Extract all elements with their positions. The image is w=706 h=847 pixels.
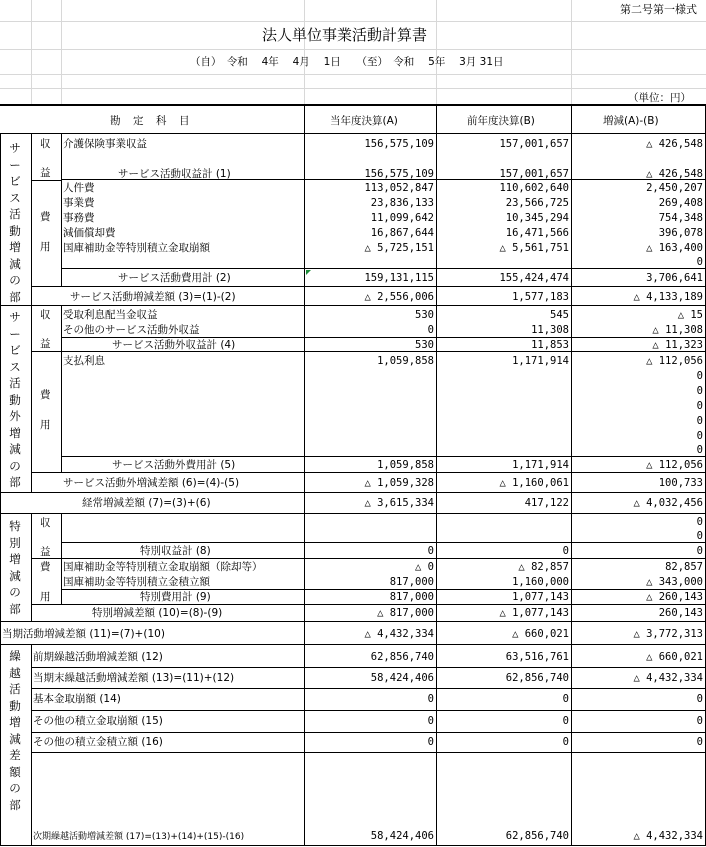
cell-diff: △ 4,133,189 [633, 291, 703, 303]
cell-current: 62,856,740 [370, 651, 434, 663]
row-label: 事業費 [63, 197, 95, 209]
label-income-1: 収 [40, 138, 51, 150]
cell-diff: △ 4,432,334 [633, 672, 703, 684]
cell-previous: 545 [550, 309, 569, 321]
cell-diff: △ 112,056 [646, 355, 703, 367]
cell-previous: 1,077,143 [512, 591, 569, 603]
cell-diff: 0 [696, 545, 703, 557]
cell-current: △ 3,615,334 [364, 497, 434, 509]
row-label: 経常増減差額 (7)=(3)+(6) [82, 497, 211, 509]
section-carry: 繰越活動増減差額の部 [9, 649, 21, 812]
cell-comment-marker [306, 270, 311, 275]
cell-diff: 269,408 [658, 197, 703, 209]
cell-previous: 157,001,657 [499, 138, 569, 150]
row-label: 次期繰越活動増減差額 (17)=(13)+(14)+(15)-(16) [33, 832, 245, 842]
cell-current: 11,099,642 [370, 212, 434, 224]
cell-current: 1,059,858 [377, 355, 434, 367]
row-label: 前期繰越活動増減差額 (12) [33, 651, 163, 663]
cell-previous: 23,566,725 [505, 197, 569, 209]
cell-current: 817,000 [389, 591, 434, 603]
label-income-3: 収 [40, 309, 51, 321]
row-label: 人件費 [63, 182, 95, 194]
cell-current: △ 4,432,334 [364, 628, 434, 640]
label-expense-5: 費 [40, 561, 51, 573]
cell-previous: △ 5,561,751 [499, 242, 569, 254]
cell-previous: 62,856,740 [505, 672, 569, 684]
cell-diff: 2,450,207 [646, 182, 703, 194]
cell-previous: 0 [562, 736, 569, 748]
row-label: サービス活動外増減差額 (6)=(4)-(5) [63, 477, 240, 489]
cell-current: △ 2,556,006 [364, 291, 434, 303]
cell-current: △ 817,000 [377, 607, 434, 619]
cell-diff: △ 112,056 [646, 459, 703, 471]
cell-current: △ 5,725,151 [364, 242, 434, 254]
row-label: 事務費 [63, 212, 95, 224]
row-label: サービス活動外収益計 (4) [112, 339, 236, 351]
cell-diff: 0 [696, 715, 703, 727]
row-label: 減価償却費 [63, 227, 116, 239]
cell-current: 113,052,847 [364, 182, 434, 194]
cell-current: 23,836,133 [370, 197, 434, 209]
cell-diff: △ 343,000 [646, 576, 703, 588]
section-special: 特別増減の部 [9, 519, 21, 616]
cell-current: 159,131,115 [364, 272, 434, 284]
label-income-6: 益 [40, 546, 51, 558]
cell-previous: 1,160,000 [512, 576, 569, 588]
form-number: 第二号第一様式 [620, 3, 697, 16]
cell-diff: 260,143 [658, 607, 703, 619]
row-label: 国庫補助金等特別積立金取崩額（除却等） [63, 561, 263, 573]
cell-current: 58,424,406 [370, 672, 434, 684]
document-title: 法人単位事業活動計算書 [262, 26, 428, 44]
unit-label: （単位：円） [628, 92, 691, 104]
label-expense-6: 用 [40, 591, 51, 603]
cell-diff: △ 11,308 [652, 324, 703, 336]
label-expense-2: 用 [40, 241, 51, 253]
cell-diff: 0 [696, 415, 703, 427]
cell-diff: 0 [696, 385, 703, 397]
cell-previous: 110,602,640 [499, 182, 569, 194]
cell-previous: 1,171,914 [512, 459, 569, 471]
cell-current: 817,000 [389, 576, 434, 588]
cell-current: 1,059,858 [377, 459, 434, 471]
cell-previous: 0 [562, 715, 569, 727]
header-previous: 前年度決算(B) [467, 115, 535, 127]
cell-diff: △ 426,548 [646, 168, 703, 180]
cell-diff: △ 3,772,313 [633, 628, 703, 640]
cell-current: 530 [415, 339, 434, 351]
section-nonservice: サービス活動外増減の部 [9, 310, 21, 489]
row-label: 当期末繰越活動増減差額 (13)=(11)+(12) [33, 672, 235, 684]
row-label: その他の積立金積立額 (16) [33, 736, 163, 748]
cell-diff: 0 [696, 256, 703, 268]
cell-current: △ 0 [415, 561, 434, 573]
label-income-2: 益 [40, 167, 51, 179]
cell-previous: 62,856,740 [505, 830, 569, 842]
cell-previous: 155,424,474 [499, 272, 569, 284]
row-label: サービス活動外費用計 (5) [112, 459, 236, 471]
cell-diff: 0 [696, 693, 703, 705]
cell-diff: △ 4,032,456 [633, 497, 703, 509]
row-label: サービス活動費用計 (2) [118, 272, 231, 284]
cell-diff: △ 426,548 [646, 138, 703, 150]
cell-previous: 417,122 [524, 497, 569, 509]
label-expense-1: 費 [40, 211, 51, 223]
cell-diff: 0 [696, 370, 703, 382]
row-label: 支払利息 [63, 355, 105, 367]
row-label: 国庫補助金等特別積立金積立額 [63, 576, 210, 588]
cell-previous: 11,853 [531, 339, 569, 351]
row-label: 当期活動増減差額 (11)=(7)+(10) [2, 628, 165, 640]
cell-diff: △ 4,432,334 [633, 830, 703, 842]
header-diff: 増減(A)-(B) [603, 115, 659, 127]
cell-previous: △ 660,021 [512, 628, 569, 640]
row-label: 特別増減差額 (10)=(8)-(9) [92, 607, 223, 619]
cell-current: △ 1,059,328 [364, 477, 434, 489]
cell-diff: △ 163,400 [646, 242, 703, 254]
cell-diff: 754,348 [658, 212, 703, 224]
period: （自） 令和 4年 4月 1日 （至） 令和 5年 3月 31日 [190, 56, 504, 68]
cell-previous: 1,577,183 [512, 291, 569, 303]
cell-diff: 82,857 [665, 561, 703, 573]
cell-diff: 0 [696, 736, 703, 748]
cell-diff: 100,733 [658, 477, 703, 489]
label-income-5: 収 [40, 517, 51, 529]
cell-diff: △ 11,323 [652, 339, 703, 351]
cell-previous: △ 82,857 [518, 561, 569, 573]
cell-diff: 0 [696, 430, 703, 442]
cell-current: 58,424,406 [370, 830, 434, 842]
cell-diff: △ 15 [677, 309, 703, 321]
row-label: 介護保険事業収益 [63, 138, 147, 150]
row-label: 基本金取崩額 (14) [33, 693, 121, 705]
cell-current: 0 [427, 715, 434, 727]
cell-previous: △ 1,160,061 [499, 477, 569, 489]
cell-current: 156,575,109 [364, 168, 434, 180]
cell-previous: 157,001,657 [499, 168, 569, 180]
cell-diff: △ 260,143 [646, 591, 703, 603]
row-label: その他の積立金取崩額 (15) [33, 715, 163, 727]
cell-diff: 3,706,641 [646, 272, 703, 284]
cell-current: 156,575,109 [364, 138, 434, 150]
row-label: 特別費用計 (9) [140, 591, 211, 603]
cell-previous: 0 [562, 693, 569, 705]
cell-previous: 63,516,761 [505, 651, 569, 663]
cell-diff: 0 [696, 400, 703, 412]
cell-previous: △ 1,077,143 [499, 607, 569, 619]
label-income-4: 益 [40, 338, 51, 350]
header-item: 勘 定 科 目 [110, 115, 191, 127]
row-label: サービス活動収益計 (1) [118, 168, 231, 180]
row-label: 受取利息配当金収益 [63, 309, 158, 321]
cell-diff: △ 660,021 [646, 651, 703, 663]
cell-diff: 0 [696, 444, 703, 456]
cell-current: 0 [427, 545, 434, 557]
cell-diff: 0 [696, 516, 703, 528]
cell-previous: 1,171,914 [512, 355, 569, 367]
cell-diff: 396,078 [658, 227, 703, 239]
cell-previous: 11,308 [531, 324, 569, 336]
cell-current: 0 [427, 693, 434, 705]
section-service: サービス活動増減の部 [9, 141, 21, 304]
row-label: その他のサービス活動外収益 [63, 324, 200, 336]
cell-current: 16,867,644 [370, 227, 434, 239]
cell-current: 0 [427, 736, 434, 748]
header-current: 当年度決算(A) [330, 115, 398, 127]
cell-previous: 0 [562, 545, 569, 557]
label-expense-4: 用 [40, 419, 51, 431]
cell-previous: 16,471,566 [505, 227, 569, 239]
cell-previous: 10,345,294 [505, 212, 569, 224]
label-expense-3: 費 [40, 389, 51, 401]
cell-diff: 0 [696, 530, 703, 542]
cell-current: 530 [415, 309, 434, 321]
row-label: 国庫補助金等特別積立金取崩額 [63, 242, 210, 254]
row-label: 特別収益計 (8) [140, 545, 211, 557]
cell-current: 0 [427, 324, 434, 336]
row-label: サービス活動増減差額 (3)=(1)-(2) [70, 291, 236, 303]
